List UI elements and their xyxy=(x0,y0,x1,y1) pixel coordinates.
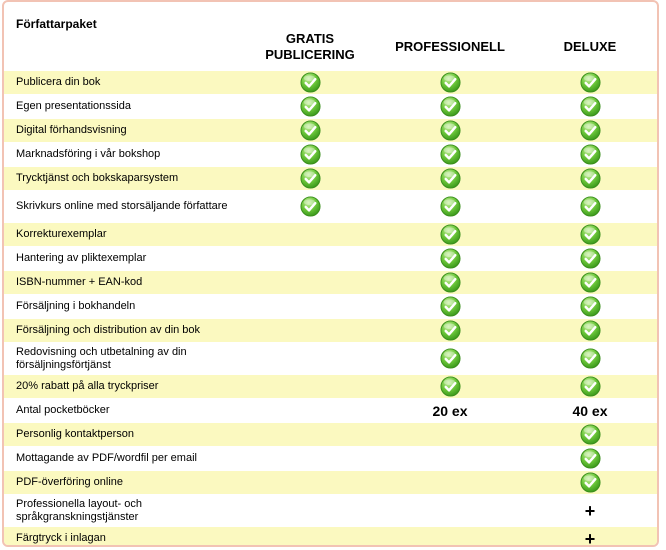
feature-label: ISBN-nummer + EAN-kod xyxy=(16,276,143,288)
cell-gratis xyxy=(240,399,380,422)
table-header xyxy=(4,2,657,70)
cell-professionell xyxy=(380,223,520,246)
check-icon xyxy=(300,168,321,189)
check-icon xyxy=(580,196,601,217)
cell-deluxe xyxy=(520,423,659,446)
cell-professionell xyxy=(380,71,520,94)
cell-gratis xyxy=(240,319,380,342)
cell-deluxe xyxy=(520,399,659,422)
check-icon xyxy=(440,72,461,93)
check-icon xyxy=(440,96,461,117)
table-row xyxy=(4,446,657,470)
cell-professionell xyxy=(380,191,520,222)
cell-deluxe xyxy=(520,247,659,270)
table-row xyxy=(4,246,657,270)
check-icon xyxy=(440,320,461,341)
feature-label: 20% rabatt på alla tryckpriser xyxy=(16,380,159,392)
table-row xyxy=(4,166,657,190)
check-icon xyxy=(440,296,461,317)
check-icon xyxy=(440,376,461,397)
check-icon xyxy=(580,168,601,189)
check-icon xyxy=(580,224,601,245)
plus-icon: + xyxy=(584,528,596,547)
cell-gratis xyxy=(240,295,380,318)
feature-label: Skrivkurs online med storsäljande författare xyxy=(16,200,228,212)
cell-professionell xyxy=(380,527,520,547)
cell-gratis xyxy=(240,375,380,398)
table-row xyxy=(4,318,657,342)
cell-deluxe xyxy=(520,375,659,398)
table-row xyxy=(4,70,657,94)
table-row xyxy=(4,142,657,166)
cell-gratis xyxy=(240,495,380,526)
cell-deluxe xyxy=(520,295,659,318)
cell-professionell xyxy=(380,375,520,398)
cell-gratis xyxy=(240,423,380,446)
column-header-deluxe: DELUXE xyxy=(563,39,617,54)
feature-label: Korrekturexemplar xyxy=(16,228,107,240)
check-icon xyxy=(580,72,601,93)
check-icon xyxy=(440,144,461,165)
feature-label: Professionella layout- och språkgranskningstjänster xyxy=(16,497,142,523)
check-icon xyxy=(440,196,461,217)
cell-professionell xyxy=(380,247,520,270)
feature-label: Egen presentationssida xyxy=(16,100,131,112)
feature-label: Hantering av pliktexemplar xyxy=(16,252,147,264)
quantity-value: 40 ex xyxy=(572,402,608,419)
cell-gratis xyxy=(240,119,380,142)
check-icon xyxy=(300,196,321,217)
cell-gratis xyxy=(240,247,380,270)
table-title: Författarpaket xyxy=(16,17,97,31)
comparison-table xyxy=(2,0,659,547)
check-icon xyxy=(300,144,321,165)
table-body xyxy=(4,70,657,547)
cell-gratis xyxy=(240,223,380,246)
check-icon xyxy=(440,348,461,369)
cell-professionell xyxy=(380,295,520,318)
table-row xyxy=(4,294,657,318)
cell-professionell xyxy=(380,319,520,342)
check-icon xyxy=(440,224,461,245)
cell-professionell xyxy=(380,399,520,422)
feature-label: Marknadsföring i vår bokshop xyxy=(16,148,161,160)
check-icon xyxy=(580,472,601,493)
column-header-professionell: PROFESSIONELL xyxy=(395,39,505,54)
cell-deluxe xyxy=(520,271,659,294)
table-row xyxy=(4,222,657,246)
cell-gratis xyxy=(240,471,380,494)
check-icon xyxy=(580,96,601,117)
cell-deluxe xyxy=(520,167,659,190)
feature-label: Försäljning i bokhandeln xyxy=(16,300,136,312)
table-row xyxy=(4,494,657,526)
cell-gratis xyxy=(240,343,380,374)
cell-deluxe xyxy=(520,343,659,374)
table-row xyxy=(4,190,657,222)
check-icon xyxy=(300,96,321,117)
cell-deluxe xyxy=(520,471,659,494)
check-icon xyxy=(580,296,601,317)
cell-professionell xyxy=(380,271,520,294)
cell-deluxe xyxy=(520,447,659,470)
check-icon xyxy=(580,120,601,141)
check-icon xyxy=(300,72,321,93)
cell-professionell xyxy=(380,343,520,374)
cell-deluxe xyxy=(520,119,659,142)
cell-deluxe xyxy=(520,319,659,342)
check-icon xyxy=(580,424,601,445)
feature-label: Mottagande av PDF/wordfil per email xyxy=(16,452,197,464)
check-icon xyxy=(440,248,461,269)
check-icon xyxy=(580,144,601,165)
cell-deluxe xyxy=(520,191,659,222)
cell-gratis xyxy=(240,271,380,294)
cell-professionell xyxy=(380,423,520,446)
quantity-value: 20 ex xyxy=(432,402,468,419)
feature-label: Redovisning och utbetalning av din försäljningsförtjänst xyxy=(16,345,187,371)
cell-gratis xyxy=(240,143,380,166)
feature-label: Publicera din bok xyxy=(16,76,101,88)
cell-gratis xyxy=(240,191,380,222)
check-icon xyxy=(300,120,321,141)
cell-professionell xyxy=(380,471,520,494)
check-icon xyxy=(580,376,601,397)
cell-gratis xyxy=(240,167,380,190)
feature-label: Personlig kontaktperson xyxy=(16,428,135,440)
table-row xyxy=(4,374,657,398)
table-row xyxy=(4,342,657,374)
table-row xyxy=(4,526,657,547)
cell-gratis xyxy=(240,95,380,118)
cell-professionell xyxy=(380,119,520,142)
table-row xyxy=(4,398,657,422)
cell-professionell xyxy=(380,495,520,526)
cell-professionell xyxy=(380,143,520,166)
table-row xyxy=(4,118,657,142)
table-row xyxy=(4,470,657,494)
check-icon xyxy=(580,448,601,469)
cell-professionell xyxy=(380,167,520,190)
check-icon xyxy=(580,320,601,341)
check-icon xyxy=(440,120,461,141)
cell-professionell xyxy=(380,447,520,470)
cell-gratis xyxy=(240,527,380,547)
cell-deluxe xyxy=(520,95,659,118)
column-header-gratis: GRATIS PUBLICERING xyxy=(265,31,355,62)
feature-label: Antal pocketböcker xyxy=(16,404,110,416)
check-icon xyxy=(580,348,601,369)
check-icon xyxy=(580,272,601,293)
check-icon xyxy=(440,168,461,189)
plus-icon: + xyxy=(584,500,596,521)
cell-gratis xyxy=(240,447,380,470)
feature-label: Digital förhandsvisning xyxy=(16,124,127,136)
cell-deluxe xyxy=(520,143,659,166)
feature-label: Färgtryck i inlagan xyxy=(16,532,106,544)
cell-gratis xyxy=(240,71,380,94)
cell-deluxe xyxy=(520,495,659,526)
cell-deluxe xyxy=(520,527,659,547)
feature-label: Trycktjänst och bokskaparsystem xyxy=(16,172,179,184)
feature-label: Försäljning och distribution av din bok xyxy=(16,324,201,336)
check-icon xyxy=(580,248,601,269)
check-icon xyxy=(440,272,461,293)
cell-deluxe xyxy=(520,223,659,246)
feature-label: PDF-överföring online xyxy=(16,476,123,488)
cell-deluxe xyxy=(520,71,659,94)
cell-professionell xyxy=(380,95,520,118)
table-row xyxy=(4,422,657,446)
table-row xyxy=(4,270,657,294)
table-row xyxy=(4,94,657,118)
